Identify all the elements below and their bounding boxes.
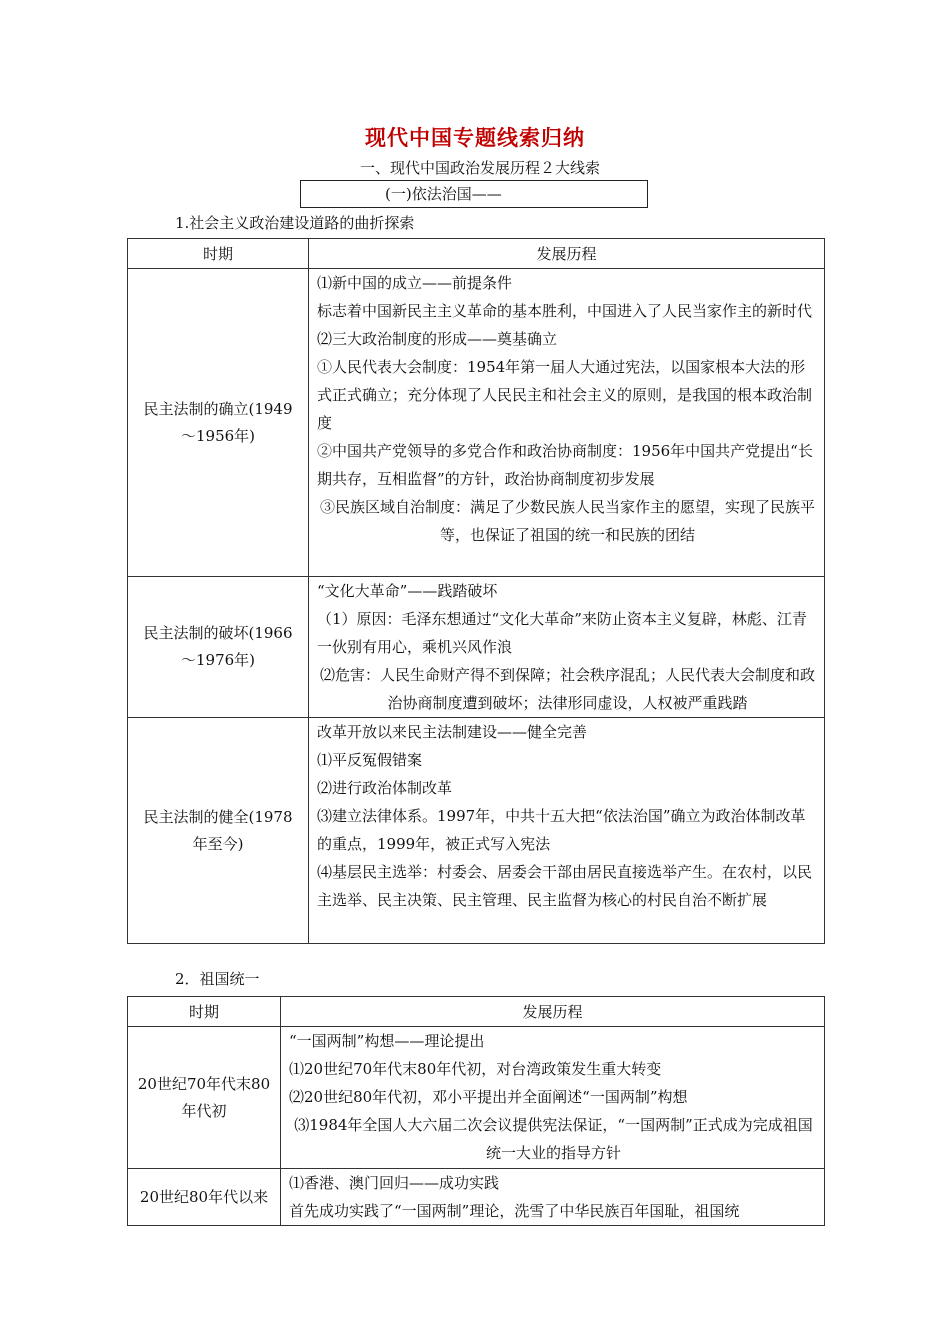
progress-line: “一国两制”构想——理论提出 [289,1032,485,1050]
period-cell: 20世纪80年代以来 [128,1169,281,1226]
period-cell: 民主法制的破坏(1966～1976年) [128,577,309,718]
democracy-table [127,238,825,944]
page-title: 现代中国专题线索归纳 [365,126,585,150]
progress-line: 标志着中国新民主主义革命的基本胜利，中国进入了人民当家作主的新时代 [317,302,813,320]
progress-line: ⑶1984年全国人大六届二次会议提供宪法保证，“一国两制”正式成为完成祖国统一大业的指导方针 [294,1116,813,1162]
table-row [128,1027,825,1169]
period-cell: 20世纪70年代末80年代初 [128,1027,281,1169]
section2-heading: 2．祖国统一 [175,970,260,988]
header-progress: 发展历程 [281,997,825,1027]
progress-cell [309,577,825,718]
progress-line: ⑴香港、澳门回归——成功实践 [289,1174,500,1192]
progress-line: ①人民代表大会制度：1954年第一届人大通过宪法，以国家根本大法的形式正式确立；充分体现了人民民主和社会主义的原则，是我国的根本政治制度 [317,358,813,432]
boxed-heading: (一)依法治国—— [300,180,648,208]
table-row [128,577,825,718]
header-period: 时期 [128,239,309,269]
progress-line: ③民族区域自治制度：满足了少数民族人民当家作主的愿望，实现了民族平等，也保证了祖国的统一和民族的团结 [319,498,815,544]
progress-line: ⑵危害：人民生命财产得不到保障；社会秩序混乱；人民代表大会制度和政治协商制度遭到破坏；法律形同虚设，人权被严重践踏 [319,666,815,712]
progress-line: ⑴20世纪70年代末80年代初，对台湾政策发生重大转变 [289,1060,662,1078]
progress-line: ⑶建立法律体系。1997年，中共十五大把“依法治国”确立为政治体制改革的重点，1999年，被正式写入宪法 [317,807,806,853]
period-cell: 民主法制的健全(1978年至今) [128,718,309,944]
progress-line: （1）原因：毛泽东想通过“文化大革命”来防止资本主义复辟，林彪、江青一伙别有用心，乘机兴风作浪 [317,610,807,656]
progress-line: 首先成功实践了“一国两制”理论，洗雪了中华民族百年国耻，祖国统 [289,1202,740,1220]
progress-cell [309,269,825,577]
progress-line: ⑴平反冤假错案 [317,751,423,769]
progress-line: 改革开放以来民主法制建设——健全完善 [317,723,588,741]
table-header-row [128,239,825,269]
section-subtitle: 一、现代中国政治发展历程２大线索 [360,159,601,177]
progress-line: ⑵三大政治制度的形成——奠基确立 [317,330,558,348]
reunification-table [127,996,825,1226]
progress-cell [309,718,825,944]
progress-cell [281,1169,825,1226]
progress-line: “文化大革命”——践踏破坏 [317,582,498,600]
table-row [128,1169,825,1226]
table-row [128,269,825,577]
progress-line: ②中国共产党领导的多党合作和政治协商制度：1956年中国共产党提出“长期共存，互相监督”的方针，政治协商制度初步发展 [317,442,813,488]
section1-heading: 1.社会主义政治建设道路的曲折探索 [175,214,415,232]
header-period: 时期 [128,997,281,1027]
progress-cell [281,1027,825,1169]
progress-line: ⑵进行政治体制改革 [317,779,453,797]
period-cell: 民主法制的确立(1949～1956年) [128,269,309,577]
table-header-row [128,997,825,1027]
progress-line: ⑴新中国的成立——前提条件 [317,274,513,292]
header-progress: 发展历程 [309,239,825,269]
table-row [128,718,825,944]
progress-line: ⑷基层民主选举：村委会、居委会干部由居民直接选举产生。在农村，以民主选举、民主决策、民主管理、民主监督为核心的村民自治不断扩展 [317,863,813,909]
progress-line: ⑵20世纪80年代初，邓小平提出并全面阐述“一国两制”构想 [289,1088,688,1106]
